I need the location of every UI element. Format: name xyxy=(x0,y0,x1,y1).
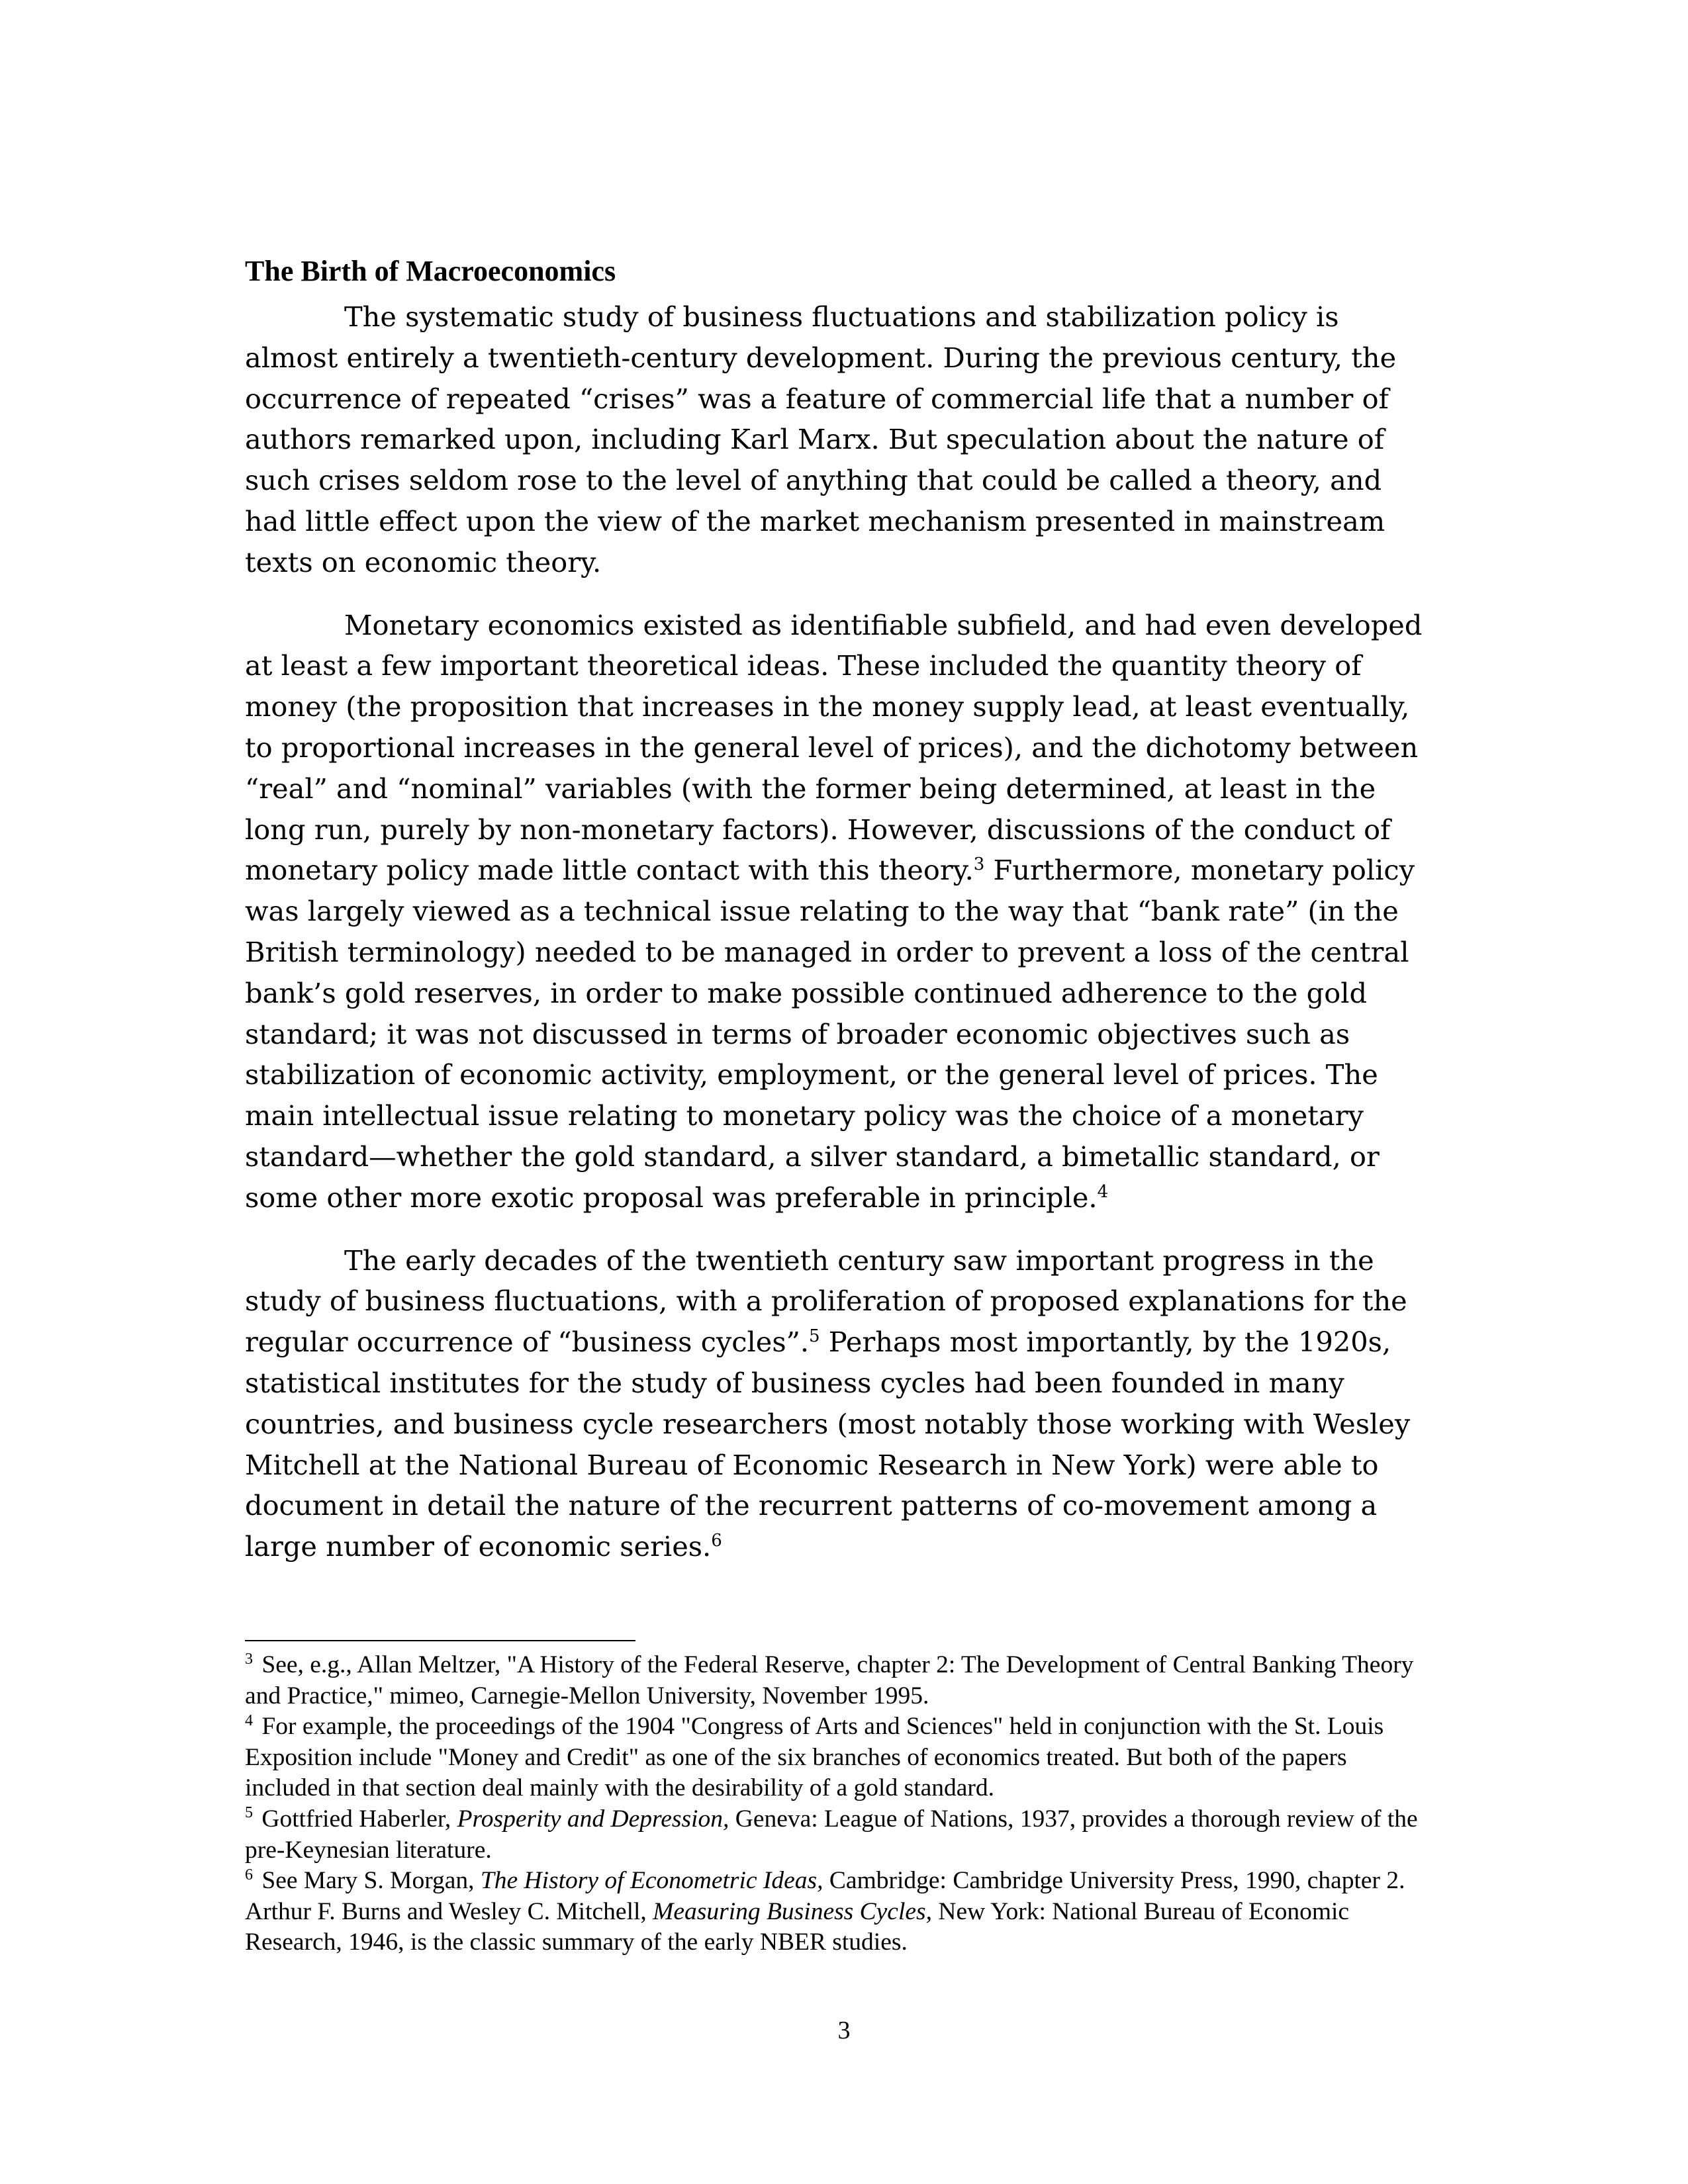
footnote-3-text: See, e.g., Allan Meltzer, "A History of the Federal Reserve, chapter 2: The Development of Central Banking Theory and Practice," mimeo, Carnegie-Mellon University, November 1995. xyxy=(245,1651,1414,1709)
footnote-6-number: 6 xyxy=(245,1866,253,1884)
main-text xyxy=(245,251,1430,1589)
footnote-5-text-b: Geneva: League of Nations, 1937, provides a thorough review of the pre-Keynesian literature. xyxy=(245,1805,1418,1864)
page-number: 3 xyxy=(837,2017,851,2044)
paragraph-1-text: The systematic study of business fluctuations and stabilization policy is almost entirely a twentieth-century development. During the previous century, the occurrence of repeated “crises” was a feature of commercial life that a number of authors remarked upon, including Karl Marx. But speculation about the nature of such crises seldom rose to the level of anything that could be called a theory, and had little effect upon the view of the market mechanism presented in mainstream texts on economic theory. xyxy=(245,300,1397,578)
footnote-3 xyxy=(245,1650,1430,1711)
footnote-5-text-a: Gottfried Haberler, xyxy=(256,1805,457,1833)
footnote-3-number: 3 xyxy=(245,1650,253,1668)
footnote-5 xyxy=(245,1804,1430,1866)
footnote-6-title-2: Measuring Business Cycles, xyxy=(653,1897,932,1925)
footnote-ref-5: 5 xyxy=(809,1326,820,1347)
paragraph-3 xyxy=(245,1240,1430,1567)
footnote-ref-3: 3 xyxy=(973,854,985,875)
paragraph-1 xyxy=(245,296,1430,583)
footnote-ref-6: 6 xyxy=(711,1531,722,1551)
footnote-5-number: 5 xyxy=(245,1804,253,1822)
footnote-6-title-1: The History of Econometric Ideas, xyxy=(480,1867,823,1895)
paragraph-2-text-a: Monetary economics existed as identifiable subfield, and had even developed at least a few important theoretical ideas. These included the quantity theory of money (the proposition that increases in the money supply lead, at least eventually, to proportional increases in the general level of prices), and the dichotomy between “real” and “nominal” variables (with the former being determined, at least in the long run, purely by non-monetary factors). However, discussions of the conduct of monetary policy made little contact with this theory. xyxy=(245,608,1423,887)
footnote-divider xyxy=(245,1640,635,1641)
paragraph-3-text-a: The early decades of the twentieth century saw important progress in the study of business fluctuations, with a proliferation of proposed explanations for the regular occurrence of “business cycles”. xyxy=(245,1244,1407,1359)
footnote-4 xyxy=(245,1711,1430,1804)
footnote-6 xyxy=(245,1866,1430,1958)
footnote-6-text-c: New York: National Bureau of Economic Research, 1946, is the classic summary of the early NBER studies. xyxy=(245,1897,1350,1956)
paragraph-3-text-b: Perhaps most importantly, by the 1920s, statistical institutes for the study of business cycles had been founded in many countries, and business cycle researchers (most notably those working with Wesley Mitchell at the National Bureau of Economic Research in New York) were able to document in detail the nature of the recurrent patterns of co-movement among a large number of economic series. xyxy=(245,1326,1411,1563)
footnote-6-text-b: Cambridge: Cambridge University Press, 1990, chapter 2. Arthur F. Burns and Wesley C. Mitchell, xyxy=(245,1867,1405,1925)
paragraph-2 xyxy=(245,605,1430,1218)
footnote-4-number: 4 xyxy=(245,1711,253,1729)
section-heading: The Birth of Macroeconomics xyxy=(245,255,616,287)
footnote-4-text: For example, the proceedings of the 1904 "Congress of Arts and Sciences" held in conjunction with the St. Louis Exposition include "Money and Credit" as one of the six branches of economics treated. But both of the papers included in that section deal mainly with the desirability of a gold standard. xyxy=(245,1713,1384,1802)
footnote-ref-4: 4 xyxy=(1097,1181,1109,1202)
footnote-5-title: Prosperity and Depression, xyxy=(457,1805,729,1833)
paragraph-2-text-b: Furthermore, monetary policy was largely viewed as a technical issue relating to the way that “bank rate” (in the British terminology) needed to be managed in order to prevent a loss of the central bank’s gold reserves, in order to make possible continued adherence to the gold standard; it was not discussed in terms of broader economic objectives such as stabilization of economic activity, employment, or the general level of prices. The main intellectual issue relating to monetary policy was the choice of a monetary standard—whether the gold standard, a silver standard, a bimetallic standard, or some other more exotic proposal was preferable in principle. xyxy=(245,854,1415,1214)
footnote-6-text-a: See Mary S. Morgan, xyxy=(256,1867,481,1895)
footnotes xyxy=(245,1650,1430,1958)
